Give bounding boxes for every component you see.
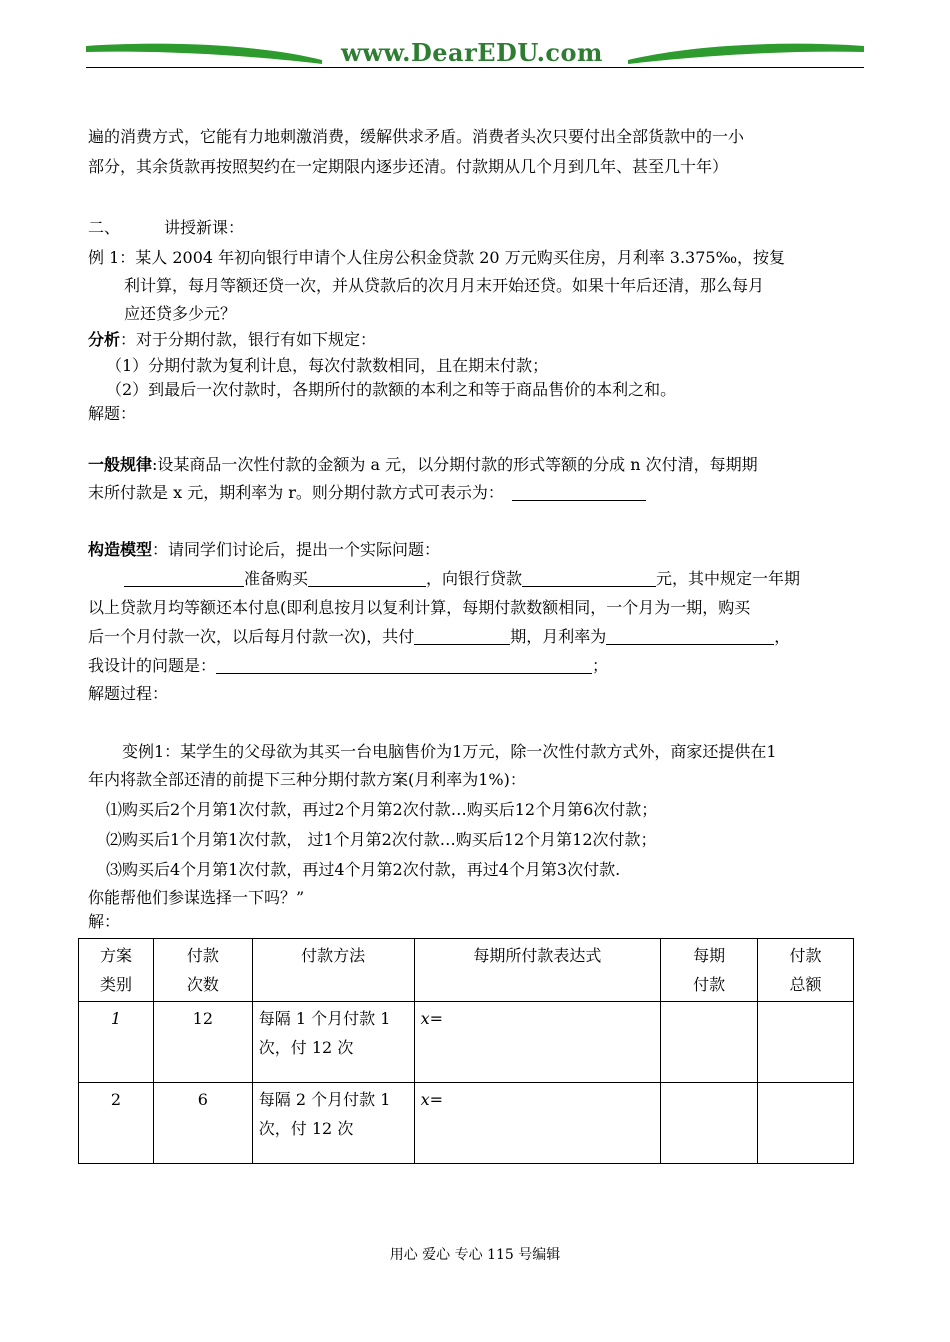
general-answer-blank[interactable] <box>512 482 646 501</box>
model-text-buy: 准备购买 <box>244 569 309 588</box>
model-blank-amount[interactable] <box>522 568 656 587</box>
section-number: 二、 <box>88 218 121 237</box>
table-header-cell: 付款方法 <box>252 939 414 1002</box>
table-row <box>79 1002 854 1083</box>
general-line-2 <box>88 479 864 507</box>
variant-question: 你能帮他们参谋选择一下吗？” <box>88 888 305 907</box>
model-blank-periods[interactable] <box>414 626 510 645</box>
model-line-4 <box>88 652 864 680</box>
cell-method: 每隔 2 个月付款 1次，付 12 次 <box>252 1083 414 1164</box>
example1-line-3: 应还贷多少元？ <box>124 304 237 323</box>
model-text-comma: ， <box>774 627 791 646</box>
table-header-cell: 每期所付款表达式 <box>414 939 661 1002</box>
model-label: 构造模型 <box>88 540 153 559</box>
model-process: 解题过程： <box>88 684 169 703</box>
cell-times: 6 <box>153 1083 252 1164</box>
model-intro <box>88 536 864 564</box>
variant-option-3: ⑶购买后4个月第1次付款，再过4个月第2次付款，再过4个月第3次付款. <box>106 860 621 879</box>
cell-expression[interactable]: x= <box>414 1083 661 1164</box>
section-heading <box>88 214 864 242</box>
header-rule <box>86 67 864 68</box>
model-text-loan: ，向银行贷款 <box>426 569 523 588</box>
model-line-2: 以上贷款月均等额还本付息(即利息按月以复利计算，每期付款数额相同，一个月为一期，购买 <box>88 598 751 617</box>
variant-line-2: 年内将款全部还清的前提下三种分期付款方案(月利率为1%)： <box>88 770 526 789</box>
plan-table <box>78 938 854 1164</box>
cell-plan: 2 <box>79 1083 154 1164</box>
variant-line-1: 变例1：某学生的父母欲为其买一台电脑售价为1万元，除一次性付款方式外，商家还提供在1 <box>122 742 777 761</box>
model-text-pay: 后一个月付款一次，以后每月付款一次)，共付 <box>88 627 415 646</box>
cell-total[interactable] <box>758 1002 854 1083</box>
table-header-row <box>79 939 854 1002</box>
cell-per-period[interactable] <box>661 1083 758 1164</box>
model-line-3 <box>88 623 864 651</box>
general-text-2: 末所付款是 x 元，期利率为 r。则分期付款方式可表示为： <box>88 483 504 502</box>
intro-line-2: 部分，其余货款再按照契约在一定期限内逐步还清。付款期从几个月到几年、甚至几十年） <box>88 157 729 176</box>
analysis-rule-2: （2）到最后一次付款时，各期所付的款额的本利之和等于商品售价的本利之和。 <box>106 380 677 399</box>
variant-solve: 解： <box>88 912 121 931</box>
section-title: 讲授新课： <box>164 218 245 237</box>
model-blank-who[interactable] <box>124 568 244 587</box>
page-footer: 用心 爱心 专心 115 号编辑 <box>389 1247 561 1263</box>
model-text: ：请同学们讨论后，提出一个实际问题： <box>152 540 441 559</box>
analysis-intro <box>88 326 864 354</box>
cell-plan: 1 <box>79 1002 154 1083</box>
table-header-cell: 付款 总额 <box>758 939 854 1002</box>
cell-per-period[interactable] <box>661 1002 758 1083</box>
model-text-rule: 元，其中规定一年期 <box>656 569 801 588</box>
model-blank-rate[interactable] <box>606 626 774 645</box>
model-text-rate: 期，月利率为 <box>510 627 607 646</box>
general-label: 一般规律 <box>88 455 153 474</box>
table-header-cell: 每期 付款 <box>661 939 758 1002</box>
general-line-1 <box>88 451 864 479</box>
cell-method: 每隔 1 个月付款 1次，付 12 次 <box>252 1002 414 1083</box>
cell-total[interactable] <box>758 1083 854 1164</box>
example1-line-1: 例 1：某人 2004 年初向银行申请个人住房公积金贷款 20 万元购买住房，月利率 3.375‰，按复 <box>88 248 786 267</box>
model-text-semicolon: ； <box>592 656 609 675</box>
analysis-label: 分析 <box>88 330 121 349</box>
table-header-cell: 付款 次数 <box>153 939 252 1002</box>
table-header-cell: 方案 类别 <box>79 939 154 1002</box>
model-blank-question[interactable] <box>216 655 592 674</box>
variant-option-2: ⑵购买后1个月第1次付款， 过1个月第2次付款…购买后12个月第12次付款； <box>106 830 657 849</box>
site-logo[interactable]: www.DearEDU.com <box>341 38 603 67</box>
example1-line-2: 利计算，每月等额还贷一次，并从贷款后的次月月末开始还贷。如果十年后还清，那么每月 <box>124 276 765 295</box>
analysis-rule-1: （1）分期付款为复利计息，每次付款数相同，且在期末付款； <box>106 356 549 375</box>
analysis-solve: 解题： <box>88 404 137 423</box>
intro-line-1: 遍的消费方式，它能有力地刺激消费，缓解供求矛盾。消费者头次只要付出全部货款中的一小 <box>88 127 745 146</box>
general-text: :设某商品一次性付款的金额为 a 元，以分期付款的形式等额的分成 n 次付清，每期期 <box>152 455 758 474</box>
model-text-question: 我设计的问题是： <box>88 656 217 675</box>
model-line-1 <box>124 565 864 593</box>
variant-option-1: ⑴购买后2个月第1次付款，再过2个月第2次付款…购买后12个月第6次付款； <box>106 800 658 819</box>
analysis-text: ：对于分期付款，银行有如下规定： <box>120 330 377 349</box>
model-blank-item[interactable] <box>308 568 426 587</box>
cell-expression[interactable]: x= <box>414 1002 661 1083</box>
table-row <box>79 1083 854 1164</box>
cell-times: 12 <box>153 1002 252 1083</box>
